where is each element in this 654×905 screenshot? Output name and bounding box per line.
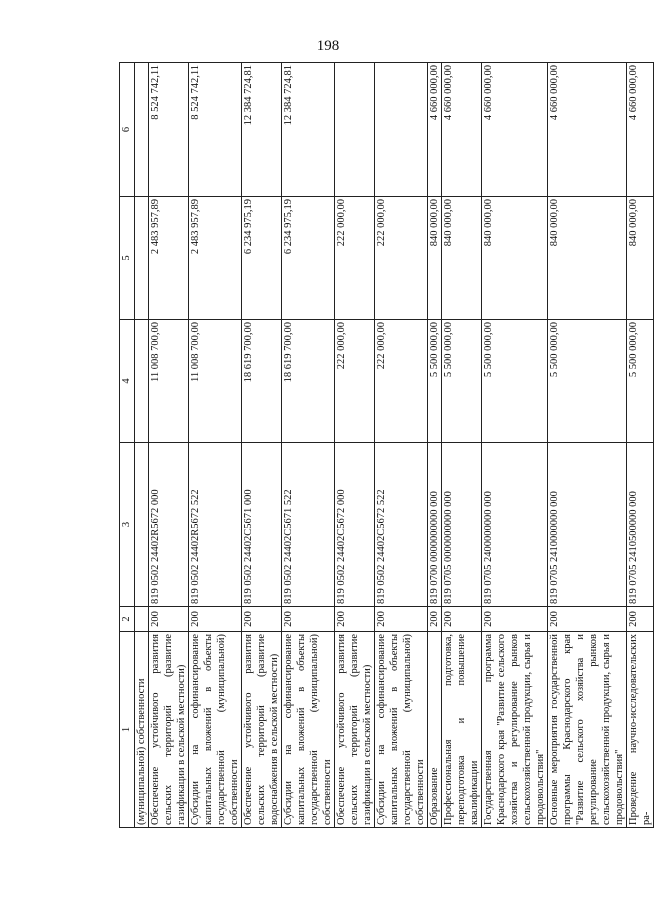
row-description-cell: Основные мероприятия государственной программы Краснодарского края "Развитие сельского хозяйства и регулирование рынков сельскохозяйственной продукции, сырья и продовольствия" xyxy=(548,632,627,828)
row-amount-planned-cell: 5 500 000,00 xyxy=(442,320,482,443)
table-row xyxy=(335,63,375,828)
row-code-cell: 200 xyxy=(375,607,428,632)
table-row xyxy=(482,63,548,828)
row-code-cell: 200 xyxy=(627,607,654,632)
row-amount-remaining-cell: 12 384 724,81 xyxy=(282,63,335,197)
row-amount-remaining-cell: 4 660 000,00 xyxy=(627,63,654,197)
table-header-row xyxy=(120,63,135,828)
header-cell-5: 5 xyxy=(120,197,135,320)
table-row xyxy=(242,63,282,828)
row-amount-remaining-cell: 12 384 724,81 xyxy=(242,63,282,197)
row-code-cell: 200 xyxy=(442,607,482,632)
table-row xyxy=(442,63,482,828)
table-row xyxy=(375,63,428,828)
row-amount-remaining-cell xyxy=(335,63,375,197)
row-amount-executed-cell: 6 234 975,19 xyxy=(242,197,282,320)
table-row xyxy=(135,63,149,828)
budget-table xyxy=(119,62,654,828)
row-amount-planned-cell: 5 500 000,00 xyxy=(627,320,654,443)
row-amount-remaining-cell: 8 524 742,11 xyxy=(149,63,189,197)
header-cell-4: 4 xyxy=(120,320,135,443)
page-number: 198 xyxy=(316,38,340,54)
row-description-cell: Государственная программа Краснодарского края "Развитие сельского хозяйства и регулирование рынков сельскохозяйственной продукции, сырья и продовольствия" xyxy=(482,632,548,828)
row-code-cell xyxy=(135,607,149,632)
row-classification-cell: 819 0502 24402C5671 522 xyxy=(282,443,335,607)
row-classification-cell: 819 0502 24402C5672 522 xyxy=(375,443,428,607)
table-row xyxy=(627,63,654,828)
row-classification-cell: 819 0705 2410500000 000 xyxy=(627,443,654,607)
row-amount-planned-cell: 18 619 700,00 xyxy=(242,320,282,443)
row-classification-cell: 819 0705 0000000000 000 xyxy=(442,443,482,607)
row-amount-executed-cell: 840 000,00 xyxy=(548,197,627,320)
row-amount-executed-cell: 2 483 957,89 xyxy=(189,197,242,320)
table-row xyxy=(149,63,189,828)
table-row xyxy=(428,63,442,828)
row-description-cell: Профессиональная подготовка, переподготовка и повышение квалификации xyxy=(442,632,482,828)
row-amount-planned-cell: 11 008 700,00 xyxy=(189,320,242,443)
row-amount-remaining-cell: 4 660 000,00 xyxy=(442,63,482,197)
row-classification-cell: 819 0705 2400000000 000 xyxy=(482,443,548,607)
row-amount-executed-cell: 222 000,00 xyxy=(375,197,428,320)
row-classification-cell: 819 0502 24402C5671 000 xyxy=(242,443,282,607)
header-cell-3: 3 xyxy=(120,443,135,607)
header-cell-6: 6 xyxy=(120,63,135,197)
row-classification-cell: 819 0705 2410000000 000 xyxy=(548,443,627,607)
row-amount-planned-cell: 5 500 000,00 xyxy=(428,320,442,443)
row-amount-remaining-cell: 4 660 000,00 xyxy=(548,63,627,197)
table-body xyxy=(120,63,654,828)
row-description-cell: Субсидии на софинансирование капитальных вложений в объекты государственной (муниципальной) собственности xyxy=(282,632,335,828)
row-amount-executed-cell xyxy=(135,197,149,320)
row-amount-remaining-cell xyxy=(135,63,149,197)
header-cell-2: 2 xyxy=(120,607,135,632)
row-amount-executed-cell: 840 000,00 xyxy=(482,197,548,320)
row-classification-cell: 819 0502 24402R5672 000 xyxy=(149,443,189,607)
row-amount-executed-cell: 840 000,00 xyxy=(428,197,442,320)
row-amount-planned-cell: 222 000,00 xyxy=(375,320,428,443)
row-description-cell: Проведение научно-исследовательских ра- xyxy=(627,632,654,828)
row-description-cell: (муниципальной) собственности xyxy=(135,632,149,828)
row-amount-executed-cell: 840 000,00 xyxy=(627,197,654,320)
row-description-cell: Обеспечение устойчивого развития сельских территорий (развитие газификации в сельской местности) xyxy=(149,632,189,828)
table-row xyxy=(282,63,335,828)
row-amount-planned-cell xyxy=(135,320,149,443)
row-code-cell: 200 xyxy=(428,607,442,632)
row-amount-remaining-cell: 4 660 000,00 xyxy=(482,63,548,197)
header-cell-1: 1 xyxy=(120,632,135,828)
rotated-table-container xyxy=(119,63,652,828)
row-amount-planned-cell: 18 619 700,00 xyxy=(282,320,335,443)
row-amount-executed-cell: 222 000,00 xyxy=(335,197,375,320)
row-classification-cell xyxy=(135,443,149,607)
row-amount-planned-cell: 5 500 000,00 xyxy=(548,320,627,443)
row-code-cell: 200 xyxy=(548,607,627,632)
row-amount-executed-cell: 6 234 975,19 xyxy=(282,197,335,320)
row-amount-planned-cell: 5 500 000,00 xyxy=(482,320,548,443)
row-amount-planned-cell: 11 008 700,00 xyxy=(149,320,189,443)
row-classification-cell: 819 0502 24402R5672 522 xyxy=(189,443,242,607)
row-code-cell: 200 xyxy=(189,607,242,632)
table-row xyxy=(189,63,242,828)
row-classification-cell: 819 0502 24402C5672 000 xyxy=(335,443,375,607)
row-code-cell: 200 xyxy=(242,607,282,632)
row-description-cell: Обеспечение устойчивого развития сельских территорий (развитие газификации в сельской местности) xyxy=(335,632,375,828)
row-code-cell: 200 xyxy=(335,607,375,632)
row-code-cell: 200 xyxy=(149,607,189,632)
row-amount-remaining-cell: 4 660 000,00 xyxy=(428,63,442,197)
row-description-cell: Обеспечение устойчивого развития сельских территорий (развитие водоснабжения в сельской местности) xyxy=(242,632,282,828)
row-description-cell: Субсидии на софинансирование капитальных вложений в объекты государственной (муниципальной) собственности xyxy=(375,632,428,828)
row-code-cell: 200 xyxy=(282,607,335,632)
row-amount-planned-cell: 222 000,00 xyxy=(335,320,375,443)
row-amount-remaining-cell: 8 524 742,11 xyxy=(189,63,242,197)
table-row xyxy=(548,63,627,828)
row-description-cell: Субсидии на софинансирование капитальных вложений в объекты государственной (муниципальной) собственности xyxy=(189,632,242,828)
row-classification-cell: 819 0700 0000000000 000 xyxy=(428,443,442,607)
row-code-cell: 200 xyxy=(482,607,548,632)
row-description-cell: Образование xyxy=(428,632,442,828)
row-amount-executed-cell: 840 000,00 xyxy=(442,197,482,320)
row-amount-remaining-cell xyxy=(375,63,428,197)
row-amount-executed-cell: 2 483 957,89 xyxy=(149,197,189,320)
